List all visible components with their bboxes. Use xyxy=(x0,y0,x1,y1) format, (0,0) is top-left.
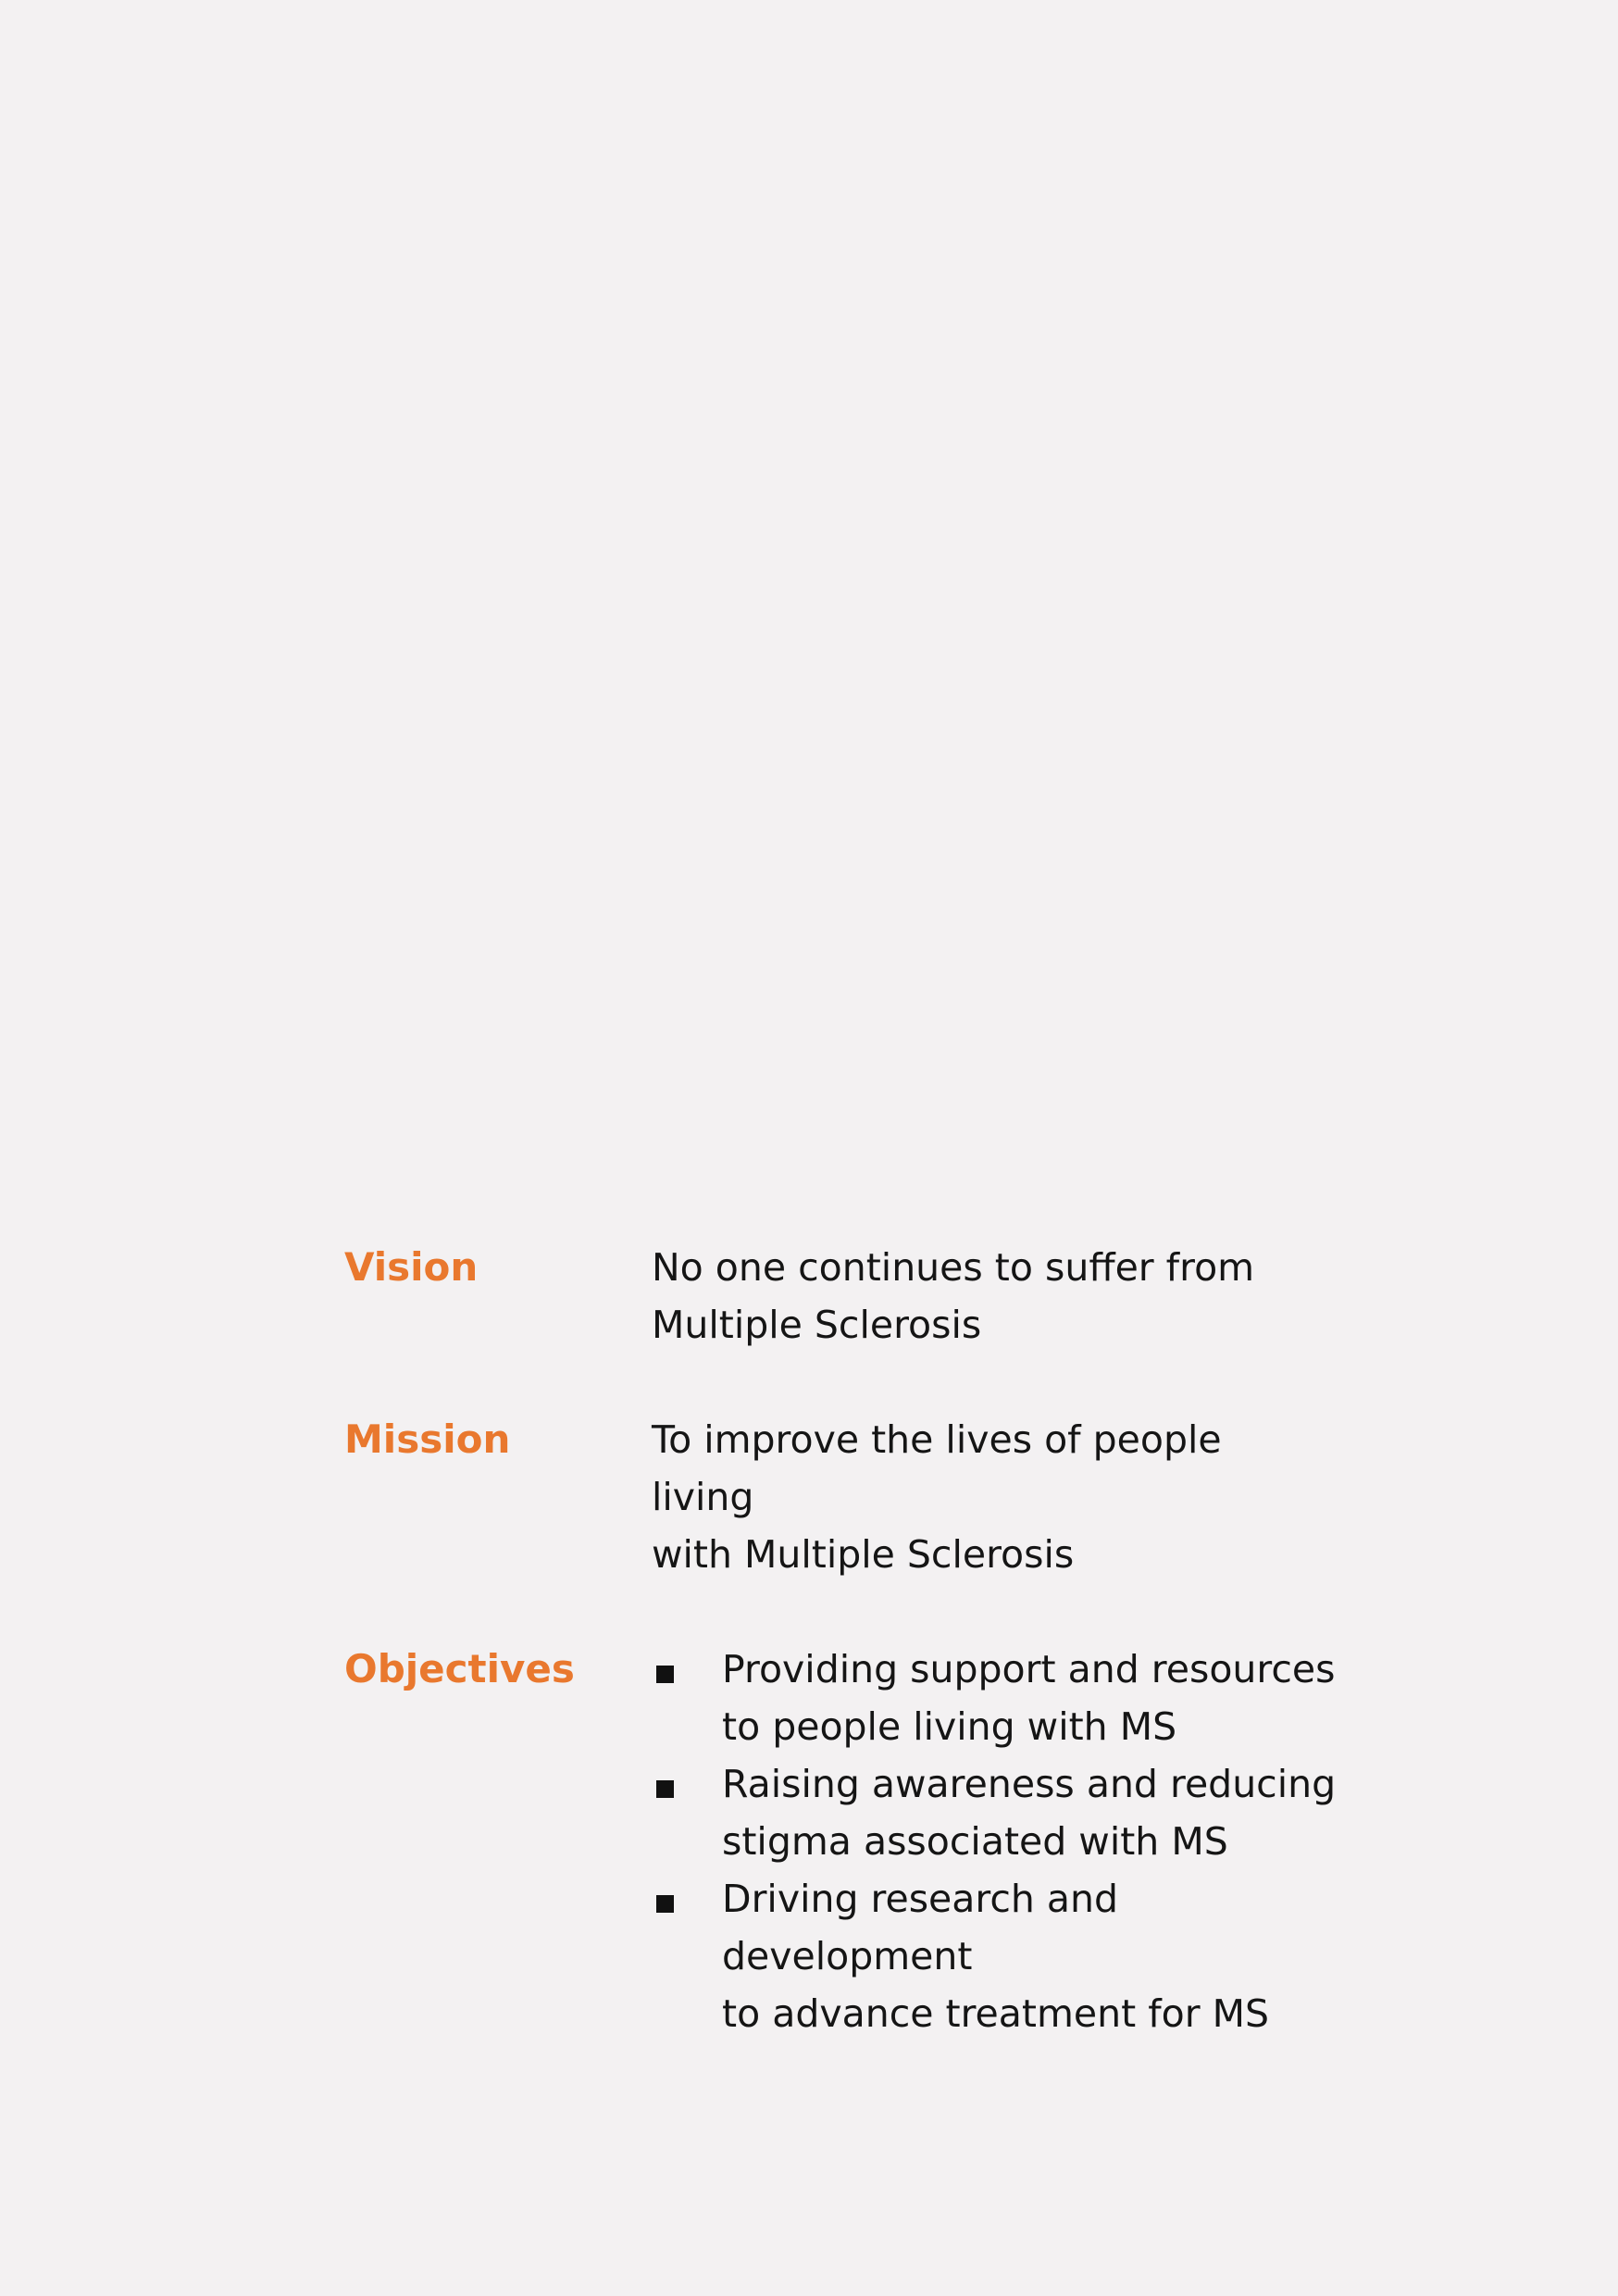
objective-item-1-line-2: to people living with MS xyxy=(722,1704,1177,1749)
vision-text-line-2: Multiple Sclerosis xyxy=(652,1303,982,1347)
objective-item-2 xyxy=(652,1755,1355,1870)
mission-text-line-1: To improve the lives of people living xyxy=(652,1417,1222,1519)
objective-item-3-line-1: Driving research and development xyxy=(722,1877,1119,1978)
vision-mission-objectives-section xyxy=(344,1239,1363,2100)
objective-item-2-line-2: stigma associated with MS xyxy=(722,1819,1228,1864)
objective-item-1 xyxy=(652,1641,1355,1755)
square-bullet-icon xyxy=(656,1780,674,1798)
objective-item-3 xyxy=(652,1870,1355,2042)
objective-item-3-line-2: to advance treatment for MS xyxy=(722,1991,1270,2036)
objectives-list xyxy=(652,1641,1355,2042)
mission-text-line-2: with Multiple Sclerosis xyxy=(652,1532,1075,1577)
vision-row xyxy=(344,1239,1363,1354)
square-bullet-icon xyxy=(656,1895,674,1913)
vision-label: Vision xyxy=(344,1244,479,1290)
objectives-row xyxy=(344,1641,1363,2042)
mission-row xyxy=(344,1411,1363,1583)
objective-item-1-line-1: Providing support and resources xyxy=(722,1647,1336,1691)
mission-label: Mission xyxy=(344,1416,511,1462)
objective-item-2-line-1: Raising awareness and reducing xyxy=(722,1762,1337,1806)
objectives-label: Objectives xyxy=(344,1646,575,1691)
vision-text xyxy=(652,1239,1300,1354)
mission-text xyxy=(652,1411,1300,1583)
vision-text-line-1: No one continues to suffer from xyxy=(652,1245,1255,1290)
square-bullet-icon xyxy=(656,1666,674,1683)
